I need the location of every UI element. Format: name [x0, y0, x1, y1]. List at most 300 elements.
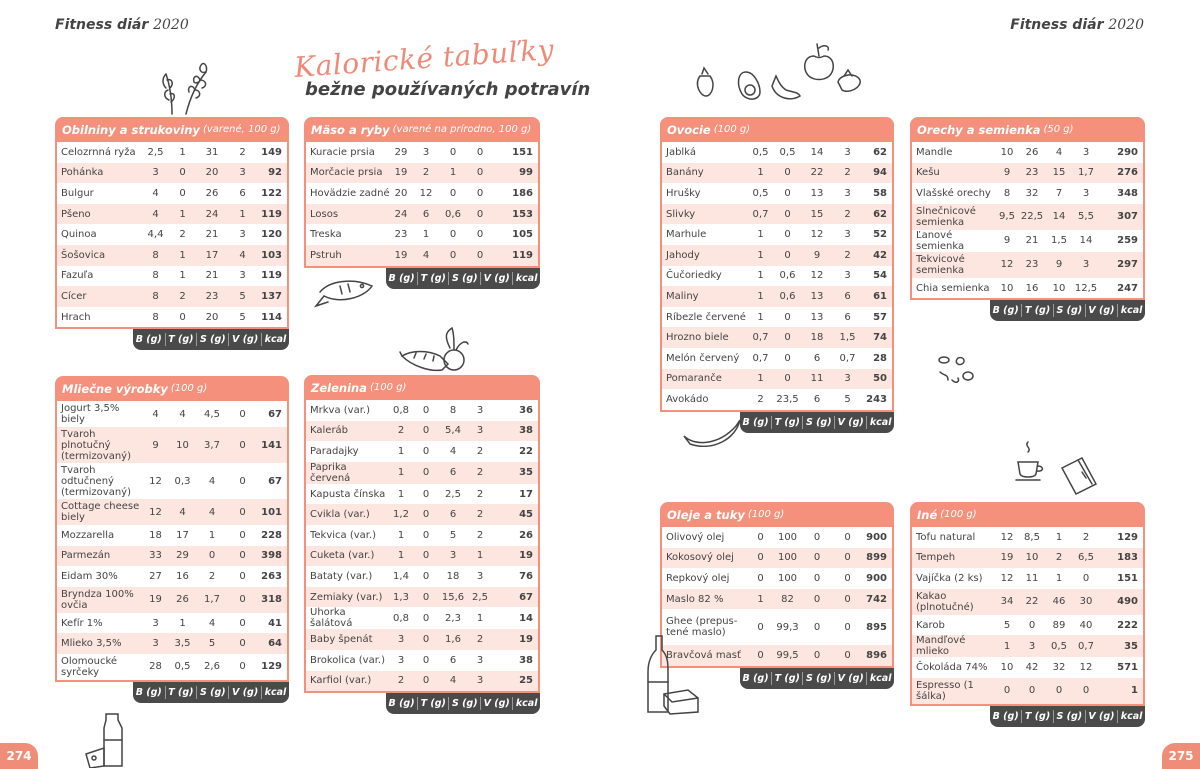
kcal-value: 1 — [1131, 685, 1138, 697]
table-mliecne — [55, 376, 289, 698]
food-name: Ľanové semienka — [916, 229, 965, 252]
macro-value: 0 — [208, 550, 216, 562]
kcal-value: 67 — [268, 408, 282, 420]
footer-label: kcal — [866, 672, 894, 685]
macro-value: 2 — [239, 146, 246, 158]
footer-label: V (g) — [480, 272, 512, 285]
footer-label: T (g) — [417, 272, 448, 285]
macro-value: 10 — [1000, 662, 1014, 674]
macro-value: 0 — [844, 572, 851, 584]
macro-value: 26 — [176, 594, 189, 606]
macro-value: 3,7 — [204, 439, 220, 451]
milk-cheese-icon — [84, 712, 132, 768]
footer-label: S (g) — [1053, 710, 1085, 723]
macro-value: 0 — [422, 529, 430, 541]
kcal-value: 243 — [866, 393, 887, 405]
macro-value: 0 — [422, 675, 430, 687]
kcal-value: 62 — [873, 146, 887, 158]
macro-value: 32 — [1052, 662, 1066, 674]
table-footer — [386, 693, 540, 714]
table-row — [912, 278, 1143, 299]
macro-value: 19 — [149, 594, 162, 606]
subtitle: bežne používaných potravín — [305, 79, 591, 100]
macro-value: 0 — [757, 572, 764, 584]
food-name: Čučoriedky — [666, 270, 722, 282]
food-name: Kapusta čínska — [310, 488, 386, 500]
macro-value: 22 — [1025, 596, 1039, 608]
macro-value: 1 — [1055, 572, 1063, 584]
macro-value: 9 — [1003, 235, 1011, 247]
food-name: Karob — [916, 619, 945, 631]
food-name: Cvikla (var.) — [310, 509, 370, 521]
macro-value: 1 — [397, 445, 405, 457]
macro-value: 12 — [1079, 662, 1093, 674]
table-row — [57, 266, 287, 287]
footer-label: S (g) — [196, 333, 228, 346]
macro-value: 22,5 — [1020, 211, 1044, 223]
macro-value: 19 — [394, 249, 408, 261]
table-row — [306, 183, 538, 204]
table-row — [662, 224, 892, 245]
macro-value: 0 — [844, 531, 851, 543]
kcal-value: 74 — [873, 332, 887, 344]
macro-value: 1 — [757, 373, 764, 385]
kcal-value: 54 — [873, 270, 887, 282]
macro-value: 0 — [239, 529, 246, 541]
kcal-value: 151 — [512, 146, 533, 158]
macro-value: 28 — [149, 661, 162, 673]
macro-value: 4 — [208, 617, 216, 629]
footer-label: T (g) — [1021, 710, 1053, 723]
macro-value: 1 — [179, 146, 186, 158]
macro-value: 3,5 — [174, 638, 191, 650]
macro-value: 23 — [394, 229, 408, 241]
table-row — [912, 615, 1143, 636]
kcal-value: 14 — [519, 612, 533, 624]
food-name: Chia semienka — [916, 282, 990, 294]
kcal-value: 45 — [519, 509, 533, 521]
macro-value: 3 — [449, 550, 457, 562]
macro-value: 29 — [394, 146, 408, 158]
table-row — [662, 369, 892, 390]
macro-value: 3 — [844, 270, 851, 282]
vegetables-icon — [398, 326, 470, 382]
macro-value: 0 — [422, 654, 430, 666]
table-header — [660, 502, 894, 527]
macro-value: 8 — [152, 311, 159, 323]
macro-value: 4 — [152, 208, 159, 220]
macro-value: 33 — [149, 550, 162, 562]
macro-value: 21 — [205, 270, 219, 282]
macro-value: 0,7 — [752, 332, 769, 344]
macro-value: 6,5 — [1078, 552, 1094, 564]
macro-value: 4 — [208, 506, 216, 518]
macro-value: 0 — [757, 531, 764, 543]
macro-value: 20 — [205, 311, 219, 323]
kcal-value: 101 — [261, 506, 282, 518]
footer-label: B (g) — [388, 698, 415, 709]
food-name: Mandle — [916, 146, 953, 158]
macro-value: 3 — [476, 675, 484, 687]
macro-value: 0,5 — [779, 146, 796, 158]
table-row — [57, 204, 287, 225]
macro-value: 0 — [449, 146, 457, 158]
macro-value: 23 — [1025, 167, 1039, 179]
table-row — [912, 678, 1143, 704]
macro-value: 0,8 — [393, 404, 409, 416]
food-name: Kakao (plnotučné) — [916, 590, 974, 613]
macro-value: 0 — [757, 621, 764, 633]
table-row — [57, 499, 287, 525]
macro-value: 2 — [844, 249, 851, 261]
kcal-value: 259 — [1117, 235, 1138, 247]
macro-value: 8 — [152, 290, 159, 302]
macro-value: 10 — [1000, 282, 1014, 294]
table-zelenina — [304, 375, 540, 709]
table-row — [912, 252, 1143, 278]
table-header — [660, 117, 894, 142]
macro-value: 4 — [449, 445, 457, 457]
macro-value: 12 — [1000, 259, 1014, 271]
macro-value: 0 — [239, 617, 246, 629]
macro-value: 0 — [422, 612, 430, 624]
food-name: Čokoláda 74% — [916, 662, 988, 674]
macro-value: 0,6 — [779, 290, 796, 302]
macro-value: 0 — [422, 488, 430, 500]
macro-value: 13 — [810, 187, 824, 199]
macro-value: 3 — [1082, 146, 1090, 158]
table-row — [306, 671, 538, 692]
table-title: Oleje a tuky — [667, 507, 745, 522]
macro-value: 19 — [394, 167, 408, 179]
food-name: Pstruh — [310, 249, 342, 261]
macro-value: 0 — [813, 552, 821, 564]
macro-value: 0,7 — [1078, 640, 1094, 652]
food-name: Mozzarella — [61, 529, 115, 541]
kcal-value: 129 — [261, 661, 282, 673]
food-name: Hovädzie zadné — [310, 187, 390, 199]
food-name: Šošovica — [61, 249, 106, 261]
macro-value: 34 — [1000, 596, 1014, 608]
table-row — [306, 546, 538, 567]
macro-value: 17 — [205, 249, 219, 261]
footer-label: V (g) — [228, 686, 261, 699]
macro-value: 2 — [179, 229, 186, 241]
kcal-value: 58 — [873, 187, 887, 199]
food-name: Jahody — [666, 249, 700, 261]
macro-value: 0 — [757, 552, 764, 564]
macro-value: 18 — [149, 529, 162, 541]
macro-value: 1 — [397, 529, 405, 541]
food-name: Mandľové mlieko — [916, 635, 966, 658]
footer-label: T (g) — [417, 697, 448, 710]
food-name: Treska — [310, 229, 342, 241]
macro-value: 2,6 — [204, 661, 220, 673]
macro-value: 3 — [239, 167, 246, 179]
macro-value: 0 — [784, 187, 791, 199]
kcal-value: 114 — [261, 311, 282, 323]
macro-value: 6 — [449, 509, 457, 521]
food-name: Cícer — [61, 290, 87, 302]
kcal-value: 105 — [512, 229, 533, 241]
kcal-value: 398 — [261, 550, 282, 562]
macro-value: 2 — [397, 675, 405, 687]
macro-value: 2 — [757, 393, 764, 405]
macro-value: 3 — [476, 654, 484, 666]
macro-value: 0 — [476, 187, 484, 199]
kcal-value: 26 — [519, 529, 533, 541]
kcal-value: 119 — [261, 270, 282, 282]
macro-value: 12 — [149, 475, 162, 487]
table-footer — [386, 268, 540, 289]
table-note: (100 g) — [747, 509, 785, 520]
macro-value: 8 — [1003, 187, 1011, 199]
macro-value: 1 — [179, 270, 186, 282]
macro-value: 26 — [205, 187, 219, 199]
macro-value: 42 — [1025, 662, 1039, 674]
footer-label: B (g) — [992, 711, 1019, 722]
page-number-left: 274 — [0, 743, 38, 769]
macro-value: 9 — [1003, 167, 1011, 179]
macro-value: 0 — [422, 570, 430, 582]
kcal-value: 896 — [866, 650, 887, 662]
macro-value: 21 — [1025, 235, 1039, 247]
macro-value: 3 — [152, 167, 159, 179]
table-row — [306, 441, 538, 462]
macro-value: 7 — [1055, 187, 1063, 199]
kcal-value: 50 — [873, 373, 887, 385]
kcal-value: 183 — [1117, 552, 1138, 564]
oil-butter-icon — [636, 634, 700, 718]
footer-label: B (g) — [135, 334, 162, 345]
macro-value: 0,5 — [1051, 640, 1067, 652]
macro-value: 0 — [784, 167, 791, 179]
food-name: Parmezán — [61, 550, 111, 562]
macro-value: 23 — [205, 290, 219, 302]
macro-value: 0 — [476, 208, 484, 220]
food-name: Maliny — [666, 290, 699, 302]
kcal-value: 307 — [1117, 211, 1138, 223]
macro-value: 0,6 — [445, 208, 461, 220]
kcal-value: 103 — [261, 249, 282, 261]
macro-value: 1 — [757, 167, 764, 179]
table-orechy — [910, 117, 1145, 316]
kcal-value: 19 — [519, 634, 533, 646]
macro-value: 15,6 — [441, 591, 465, 603]
table-row — [662, 245, 892, 266]
table-row — [57, 654, 287, 680]
macro-value: 0 — [179, 311, 186, 323]
header-year: 2020 — [1108, 17, 1144, 33]
macro-value: 1,7 — [1078, 167, 1094, 179]
macro-value: 0 — [813, 572, 821, 584]
kcal-value: 151 — [1117, 572, 1138, 584]
header-title: Fitness diár — [55, 17, 149, 33]
macro-value: 19 — [1000, 552, 1014, 564]
macro-value: 14 — [810, 146, 824, 158]
macro-value: 9,5 — [999, 211, 1015, 223]
macro-value: 4 — [449, 675, 457, 687]
footer-label: B (g) — [742, 673, 769, 684]
table-row — [306, 224, 538, 245]
macro-value: 6 — [239, 187, 246, 199]
food-name: Zemiaky (var.) — [310, 591, 383, 603]
table-row — [912, 568, 1143, 589]
macro-value: 0 — [239, 439, 246, 451]
table-row — [306, 142, 538, 163]
kcal-value: 62 — [873, 208, 887, 220]
nuts-icon — [934, 352, 982, 388]
macro-value: 0 — [844, 552, 851, 564]
macro-value: 29 — [176, 550, 189, 562]
table-row — [662, 183, 892, 204]
food-name: Melón červený — [666, 352, 740, 364]
food-name: Tvaroh odtučnený (termizovaný) — [61, 464, 131, 498]
macro-value: 0,5 — [174, 661, 191, 673]
macro-value: 0 — [422, 550, 430, 562]
macro-value: 26 — [1025, 146, 1039, 158]
table-header — [910, 502, 1145, 527]
macro-value: 0 — [813, 531, 821, 543]
macro-value: 0 — [1028, 685, 1036, 697]
table-row — [912, 183, 1143, 204]
table-row — [57, 613, 287, 634]
macro-value: 1 — [476, 550, 484, 562]
macro-value: 12 — [810, 270, 824, 282]
food-name: Celozrnná ryža — [61, 146, 136, 158]
macro-value: 2 — [844, 167, 851, 179]
macro-value: 0 — [1003, 685, 1011, 697]
food-name: Olomoucké syrčeky — [61, 655, 118, 678]
macro-value: 22 — [810, 167, 824, 179]
macro-value: 46 — [1052, 596, 1066, 608]
macro-value: 0 — [239, 594, 246, 606]
footer-label: S (g) — [196, 686, 228, 699]
table-row — [912, 163, 1143, 184]
macro-value: 11 — [810, 373, 824, 385]
kcal-value: 25 — [519, 675, 533, 687]
macro-value: 1 — [208, 529, 216, 541]
macro-value: 2 — [476, 634, 484, 646]
macro-value: 12 — [419, 187, 433, 199]
food-name: Tofu natural — [916, 531, 976, 543]
macro-value: 40 — [1079, 619, 1093, 631]
kcal-value: 490 — [1117, 596, 1138, 608]
footer-label: kcal — [512, 272, 540, 285]
footer-label: T (g) — [165, 333, 197, 346]
macro-value: 5,4 — [445, 425, 461, 437]
table-ine — [910, 502, 1145, 722]
table-row — [912, 230, 1143, 252]
table-body — [304, 400, 540, 693]
table-row — [662, 266, 892, 287]
kcal-value: 348 — [1117, 187, 1138, 199]
table-row — [57, 427, 287, 463]
macro-value: 0,5 — [752, 187, 769, 199]
food-name: Slivky — [666, 208, 696, 220]
macro-value: 1 — [1003, 640, 1011, 652]
table-row — [306, 204, 538, 225]
kcal-value: 94 — [873, 167, 887, 179]
macro-value: 5 — [844, 393, 851, 405]
footer-label: kcal — [261, 333, 289, 346]
macro-value: 0 — [757, 650, 764, 662]
macro-value: 0 — [784, 208, 791, 220]
macro-value: 0 — [422, 404, 430, 416]
macro-value: 3 — [476, 570, 484, 582]
table-footer — [133, 329, 289, 350]
table-header — [55, 117, 289, 142]
macro-value: 1,5 — [839, 332, 856, 344]
header-title: Fitness diár — [1010, 17, 1104, 33]
macro-value: 24 — [205, 208, 219, 220]
macro-value: 8 — [152, 270, 159, 282]
macro-value: 0,6 — [779, 270, 796, 282]
kcal-value: 122 — [261, 187, 282, 199]
macro-value: 2,5 — [147, 146, 164, 158]
table-row — [912, 204, 1143, 230]
food-name: Olivový olej — [666, 531, 725, 543]
macro-value: 16 — [1025, 282, 1039, 294]
macro-value: 1 — [397, 550, 405, 562]
banana-icon — [680, 416, 744, 452]
food-name: Mlieko 3,5% — [61, 638, 122, 650]
table-footer — [990, 300, 1145, 321]
kcal-value: 228 — [261, 529, 282, 541]
table-row — [306, 629, 538, 650]
table-note: (100 g) — [940, 509, 977, 520]
macro-value: 4 — [208, 475, 216, 487]
macro-value: 0 — [239, 570, 246, 582]
macro-value: 0 — [179, 187, 186, 199]
table-obilniny — [55, 117, 289, 345]
table-body — [55, 401, 289, 682]
macro-value: 12 — [149, 506, 162, 518]
footer-label: kcal — [512, 697, 540, 710]
macro-value: 1 — [239, 208, 246, 220]
food-name: Karfiol (var.) — [310, 675, 372, 687]
kcal-value: 67 — [519, 591, 533, 603]
table-row — [57, 163, 287, 184]
footer-label: T (g) — [1021, 304, 1053, 317]
macro-value: 0 — [422, 425, 430, 437]
macro-value: 0,5 — [752, 146, 769, 158]
macro-value: 0 — [813, 621, 821, 633]
header-right — [1010, 17, 1144, 33]
footer-label: kcal — [1117, 304, 1145, 317]
food-name: Quinoa — [61, 229, 97, 241]
food-name: Kuracie prsia — [310, 146, 375, 158]
table-row — [662, 204, 892, 225]
macro-value: 0 — [844, 621, 851, 633]
kcal-value: 119 — [512, 249, 533, 261]
macro-value: 4 — [239, 249, 246, 261]
macro-value: 4,4 — [147, 229, 164, 241]
macro-value: 99,3 — [776, 621, 799, 633]
kcal-value: 120 — [261, 229, 282, 241]
macro-value: 3 — [397, 634, 405, 646]
macro-value: 2 — [1082, 531, 1090, 543]
macro-value: 20 — [205, 167, 219, 179]
food-name: Tvaroh plnotučný (termizovaný) — [61, 428, 131, 462]
table-title: Mliečne výrobky — [62, 381, 168, 396]
macro-value: 4 — [179, 506, 186, 518]
food-name: Paprika červená — [310, 461, 351, 484]
macro-value: 0 — [476, 146, 484, 158]
macro-value: 100 — [777, 552, 798, 564]
macro-value: 23 — [1025, 259, 1039, 271]
table-row — [662, 527, 892, 548]
